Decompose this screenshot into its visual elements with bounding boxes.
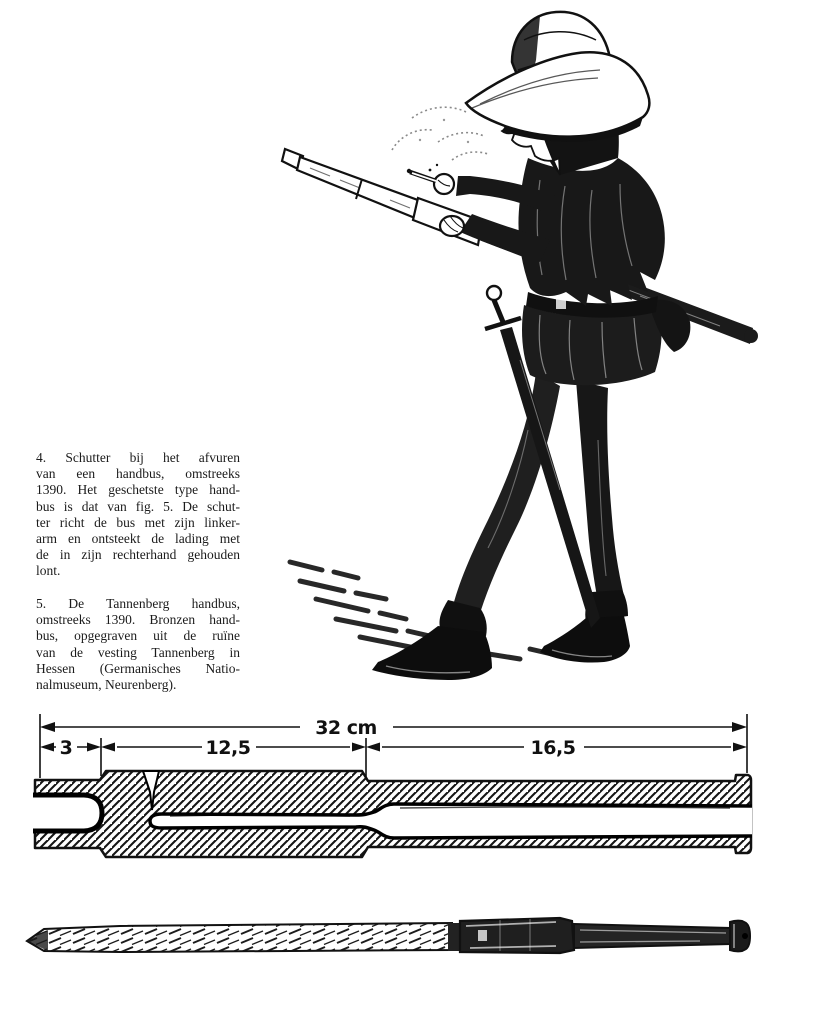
caption-line: lont. [36,563,61,579]
caption-line: ter richt de bus met zijn linker- [36,514,240,530]
caption-line: arm en ontsteekt de lading met [36,531,240,547]
kettle-hat [466,12,649,142]
caption-line: 4. Schutter bij het afvuren [36,450,240,465]
caption-line: 5. De Tannenberg handbus, [36,596,240,611]
side-view-drawing [27,918,750,953]
dim-socket-label: 3 [59,737,73,759]
sideview-barrel [574,924,730,948]
dim-total-label: 32 cm [315,717,377,739]
caption-line: nalmuseum, Neurenberg). [36,677,177,693]
caption-line: van een handbus, omstreeks [36,466,240,482]
caption-fig5 [36,596,240,693]
caption-fig4 [36,450,240,580]
legs [452,372,624,620]
smoke-puff [392,107,488,160]
caption-line: de in zijn rechterhand gehouden [36,547,240,563]
cross-section-drawing [33,771,752,857]
cape-torso [518,158,664,306]
socket-cavity [33,795,102,831]
caption-line: Hessen (Germanisches Natio- [36,660,240,676]
caption-line: bus is dat van fig. 5. De schut- [36,498,240,514]
dim-chamber-label: 12,5 [205,737,251,759]
caption-line: van de vesting Tannenberg in [36,644,240,660]
caption-line: omstreeks 1390. Bronzen hand- [36,612,240,628]
dimension-annotations [40,714,747,779]
dim-barrel-label: 16,5 [530,737,576,759]
caption-line: bus, opgegraven uit de ruïne [36,628,240,644]
sideview-tiller [27,923,452,952]
gunner-illustration [282,12,758,680]
caption-line: 1390. Het geschetste type hand- [36,482,240,498]
